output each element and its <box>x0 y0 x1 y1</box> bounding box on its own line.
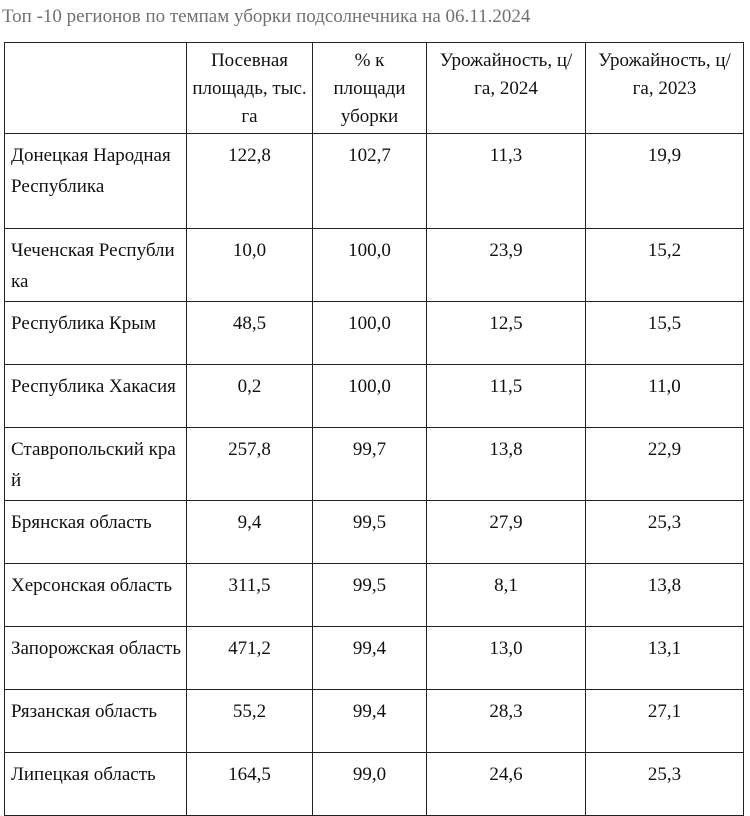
cell-region: Донецкая Народная Республика <box>5 134 187 229</box>
header-yield-2023: Урожайность, ц/га, 2023 <box>586 43 744 134</box>
cell-yield-2024: 13,0 <box>427 627 586 690</box>
cell-yield-2024: 28,3 <box>427 690 586 753</box>
cell-sown-area: 10,0 <box>187 229 313 302</box>
cell-yield-2024: 27,9 <box>427 501 586 564</box>
cell-yield-2023: 11,0 <box>586 365 744 428</box>
sunflower-harvest-table <box>4 42 744 816</box>
cell-yield-2024: 23,9 <box>427 229 586 302</box>
cell-yield-2024: 12,5 <box>427 302 586 365</box>
cell-harvest-percent: 99,4 <box>313 690 427 753</box>
cell-yield-2023: 22,9 <box>586 428 744 501</box>
cell-yield-2023: 27,1 <box>586 690 744 753</box>
cell-sown-area: 55,2 <box>187 690 313 753</box>
cell-yield-2023: 13,8 <box>586 564 744 627</box>
cell-region: Запорожская область <box>5 627 187 690</box>
cell-yield-2024: 8,1 <box>427 564 586 627</box>
cell-yield-2023: 25,3 <box>586 501 744 564</box>
cell-yield-2023: 19,9 <box>586 134 744 229</box>
cell-yield-2023: 15,5 <box>586 302 744 365</box>
header-yield-2024: Урожайность, ц/га, 2024 <box>427 43 586 134</box>
cell-yield-2023: 15,2 <box>586 229 744 302</box>
cell-harvest-percent: 99,7 <box>313 428 427 501</box>
table-row <box>5 229 744 302</box>
cell-sown-area: 9,4 <box>187 501 313 564</box>
cell-region: Херсонская область <box>5 564 187 627</box>
cell-harvest-percent: 99,5 <box>313 564 427 627</box>
cell-harvest-percent: 100,0 <box>313 365 427 428</box>
cell-region: Республика Хакасия <box>5 365 187 428</box>
table-row <box>5 753 744 816</box>
table-row <box>5 690 744 753</box>
cell-sown-area: 471,2 <box>187 627 313 690</box>
table-row <box>5 134 744 229</box>
cell-yield-2023: 13,1 <box>586 627 744 690</box>
cell-harvest-percent: 100,0 <box>313 229 427 302</box>
cell-yield-2024: 24,6 <box>427 753 586 816</box>
cell-region: Липецкая область <box>5 753 187 816</box>
table-row <box>5 302 744 365</box>
cell-harvest-percent: 100,0 <box>313 302 427 365</box>
cell-yield-2023: 25,3 <box>586 753 744 816</box>
cell-sown-area: 311,5 <box>187 564 313 627</box>
cell-sown-area: 0,2 <box>187 365 313 428</box>
cell-region: Рязанская область <box>5 690 187 753</box>
cell-sown-area: 257,8 <box>187 428 313 501</box>
cell-harvest-percent: 99,5 <box>313 501 427 564</box>
header-region <box>5 43 187 134</box>
header-row <box>5 43 744 134</box>
cell-region: Брянская область <box>5 501 187 564</box>
header-sown-area: Посевная площадь, тыс. га <box>187 43 313 134</box>
cell-harvest-percent: 102,7 <box>313 134 427 229</box>
table-caption: Топ -10 регионов по темпам уборки подсолнечника на 06.11.2024 <box>2 6 531 27</box>
cell-sown-area: 164,5 <box>187 753 313 816</box>
cell-region: Чеченская Республика <box>5 229 187 302</box>
cell-yield-2024: 11,3 <box>427 134 586 229</box>
cell-yield-2024: 11,5 <box>427 365 586 428</box>
table-row <box>5 627 744 690</box>
cell-sown-area: 122,8 <box>187 134 313 229</box>
cell-region: Республика Крым <box>5 302 187 365</box>
cell-harvest-percent: 99,4 <box>313 627 427 690</box>
table-row <box>5 428 744 501</box>
cell-yield-2024: 13,8 <box>427 428 586 501</box>
header-harvest-percent: % к площади уборки <box>313 43 427 134</box>
cell-region: Ставропольский край <box>5 428 187 501</box>
table-row <box>5 365 744 428</box>
cell-harvest-percent: 99,0 <box>313 753 427 816</box>
table-row <box>5 564 744 627</box>
cell-sown-area: 48,5 <box>187 302 313 365</box>
table-row <box>5 501 744 564</box>
